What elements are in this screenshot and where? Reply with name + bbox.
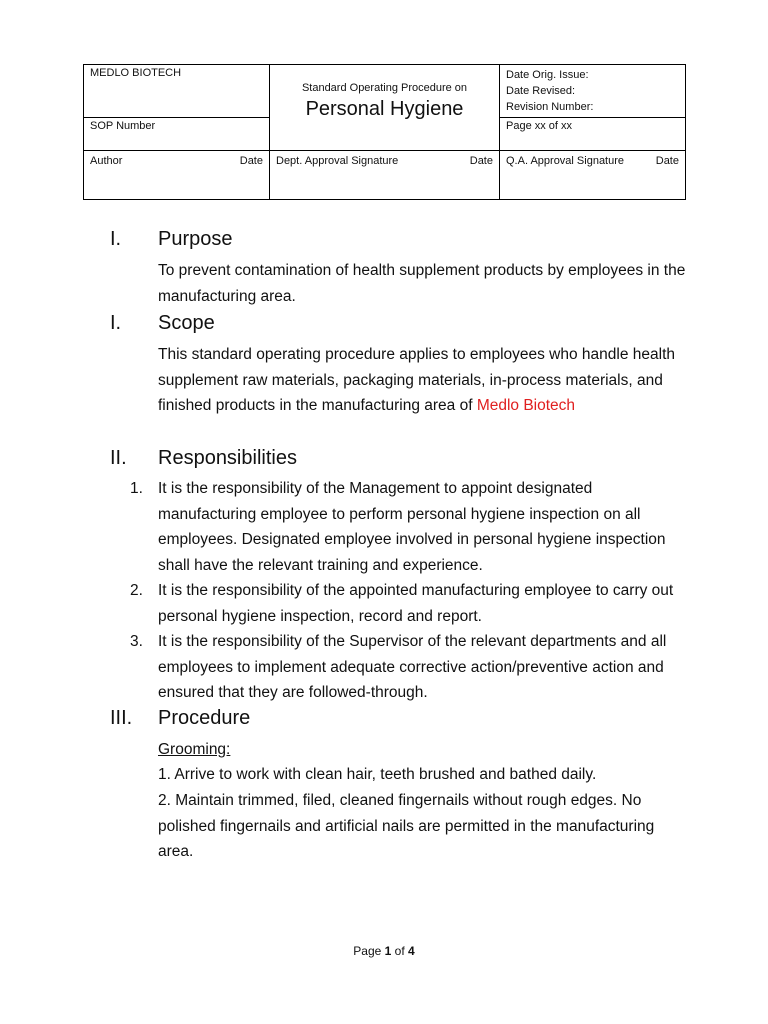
page-footer	[0, 944, 768, 958]
section-title: Purpose	[158, 228, 233, 250]
date-revised: Date Revised:	[506, 85, 576, 97]
title-cell	[270, 65, 500, 151]
section-title: Procedure	[158, 707, 251, 729]
section-heading-purpose	[110, 228, 233, 251]
date-orig-issue: Date Orig. Issue:	[506, 69, 589, 81]
company-name: MEDLO BIOTECH	[90, 67, 182, 79]
dept-date-label: Date	[469, 155, 493, 167]
list-text: It is the responsibility of the Supervisor of the relevant departments and all employees to implement adequate corrective action/preventive action and ensured that they are followed-through.	[158, 633, 667, 701]
section-number: III.	[110, 707, 133, 729]
section-title: Responsibilities	[158, 447, 297, 469]
qa-date-label: Date	[655, 155, 679, 167]
scope-paragraph	[158, 342, 688, 419]
sop-number-label: SOP Number	[90, 120, 156, 132]
purpose-text: To prevent contamination of health supplement products by employees in the manufacturing area.	[158, 262, 686, 305]
scope-text: This standard operating procedure applies to employees who handle health supplement raw materials, packaging materials, in-process materials, and finished products in the manufacturing area of	[158, 346, 676, 414]
sop-header-table	[83, 64, 686, 200]
list-text: It is the responsibility of the appointed manufacturing employee to carry out personal hygiene inspection, record and report.	[158, 582, 674, 625]
section-title: Scope	[158, 312, 215, 334]
procedure-line-2: 2. Maintain trimmed, filed, cleaned fingernails without rough edges. No polished fingernails and artificial nails are permitted in the manufacturing area.	[158, 792, 655, 860]
company-highlight: Medlo Biotech	[476, 397, 576, 414]
author-date-label: Date	[239, 155, 263, 167]
list-item	[130, 476, 690, 578]
sop-subtitle: Standard Operating Procedure on	[301, 82, 468, 94]
responsibilities-list	[130, 476, 690, 706]
list-item	[130, 629, 690, 706]
footer-page-total: 4	[408, 944, 415, 958]
list-number: 1.	[130, 480, 143, 497]
procedure-line-1: 1. Arrive to work with clean hair, teeth brushed and bathed daily.	[158, 766, 597, 783]
list-number: 3.	[130, 633, 143, 650]
author-label: Author	[90, 155, 123, 167]
qa-approval-cell	[500, 151, 686, 200]
qa-approval-label: Q.A. Approval Signature	[506, 155, 625, 167]
author-cell	[84, 151, 270, 200]
company-cell	[84, 65, 270, 118]
footer-page-current: 1	[384, 944, 392, 958]
dept-approval-label: Dept. Approval Signature	[276, 155, 399, 167]
revision-number: Revision Number:	[506, 101, 594, 113]
footer-page-word: Page	[353, 944, 385, 958]
section-number: II.	[110, 447, 127, 469]
section-number: I.	[110, 312, 122, 334]
list-number: 2.	[130, 582, 143, 599]
grooming-subheading: Grooming:	[158, 741, 231, 758]
page-count-cell	[500, 118, 686, 151]
dept-approval-cell	[270, 151, 500, 200]
section-number: I.	[110, 228, 122, 250]
list-item	[130, 578, 690, 629]
page-count-label: Page xx of xx	[506, 120, 573, 132]
list-text: It is the responsibility of the Management to appoint designated manufacturing employee to perform personal hygiene inspection on all employees. Designated employee involved in personal hygiene inspection shall have the relevant training and experience.	[158, 480, 666, 574]
sop-title: Personal Hygiene	[305, 98, 464, 120]
footer-of-word: of	[391, 944, 409, 958]
section-heading-procedure	[110, 707, 250, 730]
section-heading-scope	[110, 312, 215, 335]
section-heading-responsibilities	[110, 447, 297, 470]
dates-cell	[500, 65, 686, 118]
sop-number-cell	[84, 118, 270, 151]
